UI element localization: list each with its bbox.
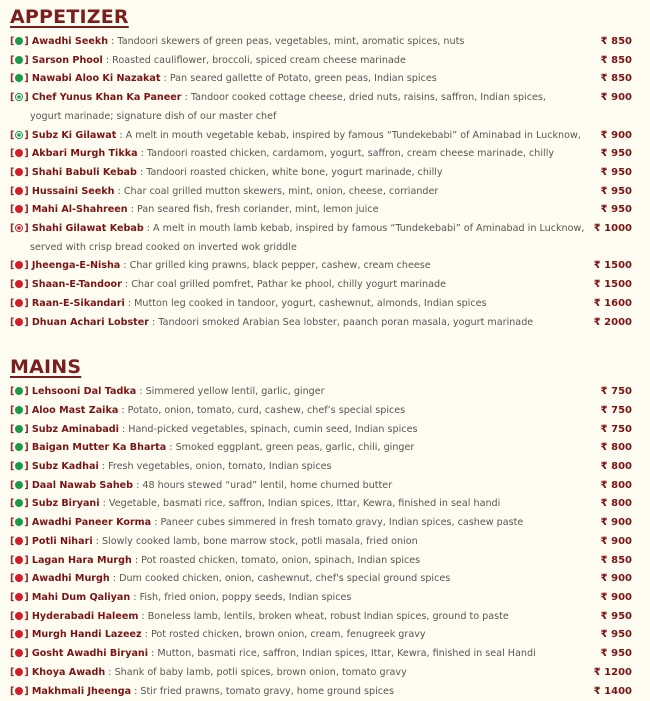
item-description: Tandoor cooked cottage cheese, dried nuts, raisins, saffron, Indian spices, xyxy=(191,92,546,103)
menu-item xyxy=(10,52,650,71)
separator: : xyxy=(149,317,158,328)
item-name: Aloo Mast Zaika xyxy=(32,405,118,416)
item-description: Hand-picked vegetables, spinach, cumin seed, Indian spices xyxy=(128,424,417,435)
diet-marker: [ ] xyxy=(10,573,29,584)
menu-item xyxy=(10,220,650,257)
separator: : xyxy=(118,405,127,416)
item-description: A melt in mouth lamb kebab, inspired by famous “Tundekebabi” of Aminabad in Lucknow, xyxy=(153,223,584,234)
non-veg-dot-icon xyxy=(15,612,23,620)
veg-dot-icon xyxy=(15,387,23,395)
menu-item xyxy=(10,421,650,440)
item-price: ₹ 1500 xyxy=(594,257,632,276)
diet-marker: [ ] xyxy=(10,317,29,328)
item-name: Shaan-E-Tandoor xyxy=(32,279,122,290)
separator: : xyxy=(125,298,134,309)
menu-item xyxy=(10,477,650,496)
item-name: Akbari Murgh Tikka xyxy=(32,148,138,159)
separator: : xyxy=(160,73,169,84)
item-price: ₹ 1000 xyxy=(594,220,632,239)
item-description: Pot roasted chicken, tomato, onion, spinach, Indian spices xyxy=(141,555,420,566)
item-price: ₹ 800 xyxy=(601,439,632,458)
item-price: ₹ 1600 xyxy=(594,295,632,314)
item-name: Awadhi Paneer Korma xyxy=(32,517,151,528)
non-veg-dot-icon xyxy=(15,299,23,307)
non-veg-dot-icon xyxy=(15,187,23,195)
item-price: ₹ 900 xyxy=(601,570,632,589)
item-description: Char coal grilled pomfret, Pathar ke phool, chilly yogurt marinade xyxy=(131,279,446,290)
separator: : xyxy=(137,167,146,178)
item-name: Lehsooni Dal Tadka xyxy=(32,386,136,397)
item-price: ₹ 900 xyxy=(601,514,632,533)
veg-signature-dot-icon xyxy=(15,93,23,101)
item-description: Tandoori smoked Arabian Sea lobster, paanch poran masala, yogurt marinade xyxy=(158,317,533,328)
menu-item xyxy=(10,402,650,421)
diet-marker: [ ] xyxy=(10,204,29,215)
item-name: Dhuan Achari Lobster xyxy=(32,317,149,328)
veg-dot-icon xyxy=(15,37,23,45)
item-description: Vegetable, basmati rice, saffron, Indian spices, Ittar, Kewra, finished in seal handi xyxy=(109,498,500,509)
non-veg-dot-icon xyxy=(15,205,23,213)
item-description: 48 hours stewed “urad” lentil, home churned butter xyxy=(142,480,392,491)
menu-item xyxy=(10,314,650,333)
item-name: Potli Nihari xyxy=(32,536,93,547)
item-price: ₹ 800 xyxy=(601,477,632,496)
item-price: ₹ 900 xyxy=(601,533,632,552)
item-price: ₹ 950 xyxy=(601,608,632,627)
item-price: ₹ 950 xyxy=(601,183,632,202)
item-name: Nawabi Aloo Ki Nazakat xyxy=(32,73,161,84)
menu-item xyxy=(10,458,650,477)
item-name: Mahi Dum Qaliyan xyxy=(32,592,130,603)
menu-item xyxy=(10,127,650,146)
separator: : xyxy=(116,130,125,141)
item-price: ₹ 800 xyxy=(601,495,632,514)
diet-marker: [ ] xyxy=(10,555,29,566)
item-price: ₹ 950 xyxy=(601,626,632,645)
separator: : xyxy=(105,667,114,678)
menu-item xyxy=(10,552,650,571)
diet-marker: [ ] xyxy=(10,386,29,397)
menu-item xyxy=(10,626,650,645)
item-price: ₹ 750 xyxy=(601,383,632,402)
menu-item xyxy=(10,589,650,608)
non-veg-dot-icon xyxy=(15,537,23,545)
diet-marker: [ ] xyxy=(10,92,29,103)
non-veg-signature-dot-icon xyxy=(15,224,23,232)
separator: : xyxy=(119,424,128,435)
separator: : xyxy=(108,36,117,47)
item-name: Raan-E-Sikandari xyxy=(32,298,125,309)
item-name: Hussaini Seekh xyxy=(32,186,115,197)
item-name: Shahi Babuli Kebab xyxy=(32,167,137,178)
item-description: Simmered yellow lentil, garlic, ginger xyxy=(146,386,325,397)
menu-item xyxy=(10,439,650,458)
separator: : xyxy=(166,442,175,453)
menu-item xyxy=(10,514,650,533)
item-price: ₹ 950 xyxy=(601,145,632,164)
separator: : xyxy=(148,648,157,659)
item-description: Tandoori roasted chicken, cardamom, yogurt, saffron, cream cheese marinade, chilly xyxy=(147,148,554,159)
non-veg-dot-icon xyxy=(15,630,23,638)
item-name: Subz Ki Gilawat xyxy=(32,130,116,141)
item-price: ₹ 750 xyxy=(601,421,632,440)
diet-marker: [ ] xyxy=(10,536,29,547)
menu-item xyxy=(10,295,650,314)
item-description-continued: yogurt marinade; signature dish of our master chef xyxy=(10,108,590,127)
item-name: Khoya Awadh xyxy=(32,667,105,678)
separator: : xyxy=(130,592,139,603)
diet-marker: [ ] xyxy=(10,611,29,622)
diet-marker: [ ] xyxy=(10,480,29,491)
section-title: APPETIZER xyxy=(10,1,650,33)
item-name: Lagan Hara Murgh xyxy=(32,555,132,566)
diet-marker: [ ] xyxy=(10,405,29,416)
diet-marker: [ ] xyxy=(10,167,29,178)
item-price: ₹ 800 xyxy=(601,458,632,477)
item-name: Subz Biryani xyxy=(32,498,100,509)
menu-item xyxy=(10,70,650,89)
diet-marker: [ ] xyxy=(10,592,29,603)
non-veg-dot-icon xyxy=(15,280,23,288)
non-veg-dot-icon xyxy=(15,556,23,564)
menu-section-appetizer xyxy=(0,1,650,332)
diet-marker: [ ] xyxy=(10,298,29,309)
non-veg-dot-icon xyxy=(15,318,23,326)
item-description: Stir fried prawns, tomato gravy, home ground spices xyxy=(140,686,394,697)
item-description: Mutton leg cooked in tandoor, yogurt, cashewnut, almonds, Indian spices xyxy=(134,298,486,309)
non-veg-dot-icon xyxy=(15,649,23,657)
diet-marker: [ ] xyxy=(10,442,29,453)
item-description: Tandoori roasted chicken, white bone, yogurt marinade, chilly xyxy=(146,167,442,178)
separator: : xyxy=(138,611,147,622)
separator: : xyxy=(144,223,153,234)
diet-marker: [ ] xyxy=(10,279,29,290)
item-price: ₹ 900 xyxy=(601,89,632,108)
menu-item xyxy=(10,257,650,276)
item-description: Dum cooked chicken, onion, cashewnut, chef's special ground spices xyxy=(119,573,450,584)
veg-dot-icon xyxy=(15,56,23,64)
menu-item xyxy=(10,383,650,402)
separator: : xyxy=(142,629,151,640)
veg-signature-dot-icon xyxy=(15,131,23,139)
diet-marker: [ ] xyxy=(10,36,29,47)
item-description: A melt in mouth vegetable kebab, inspired by famous “Tundekebabi” of Aminabad in Lucknow, xyxy=(126,130,581,141)
separator: : xyxy=(132,555,141,566)
item-price: ₹ 850 xyxy=(601,52,632,71)
item-name: Subz Kadhai xyxy=(32,461,99,472)
separator: : xyxy=(99,461,108,472)
item-price: ₹ 900 xyxy=(601,127,632,146)
diet-marker: [ ] xyxy=(10,223,29,234)
menu-item xyxy=(10,164,650,183)
item-name: Hyderabadi Haleem xyxy=(32,611,139,622)
item-name: Chef Yunus Khan Ka Paneer xyxy=(32,92,182,103)
menu-item xyxy=(10,33,650,52)
diet-marker: [ ] xyxy=(10,629,29,640)
item-description: Roasted cauliflower, broccoli, spiced cream cheese marinade xyxy=(112,55,406,66)
item-price: ₹ 850 xyxy=(601,70,632,89)
menu-item xyxy=(10,201,650,220)
item-description: Tandoori skewers of green peas, vegetables, mint, aromatic spices, nuts xyxy=(117,36,464,47)
separator: : xyxy=(182,92,191,103)
item-price: ₹ 850 xyxy=(601,552,632,571)
item-price: ₹ 1200 xyxy=(594,664,632,683)
diet-marker: [ ] xyxy=(10,186,29,197)
diet-marker: [ ] xyxy=(10,686,29,697)
diet-marker: [ ] xyxy=(10,517,29,528)
veg-dot-icon xyxy=(15,74,23,82)
menu-item xyxy=(10,664,650,683)
diet-marker: [ ] xyxy=(10,55,29,66)
item-name: Baigan Mutter Ka Bharta xyxy=(32,442,166,453)
veg-dot-icon xyxy=(15,481,23,489)
item-description-continued: served with crisp bread cooked on inverted wok griddle xyxy=(10,239,590,258)
item-description: Char grilled king prawns, black pepper, cashew, cream cheese xyxy=(130,260,431,271)
menu-item xyxy=(10,683,650,701)
item-name: Awadhi Murgh xyxy=(32,573,110,584)
veg-dot-icon xyxy=(15,518,23,526)
diet-marker: [ ] xyxy=(10,461,29,472)
item-description: Potato, onion, tomato, curd, cashew, chef’s special spices xyxy=(128,405,406,416)
separator: : xyxy=(151,517,160,528)
separator: : xyxy=(114,186,123,197)
non-veg-dot-icon xyxy=(15,593,23,601)
item-name: Awadhi Seekh xyxy=(32,36,108,47)
menu-item xyxy=(10,533,650,552)
non-veg-dot-icon xyxy=(15,574,23,582)
item-name: Shahi Gilawat Kebab xyxy=(32,223,144,234)
item-description: Char coal grilled mutton skewers, mint, onion, cheese, corriander xyxy=(124,186,439,197)
separator: : xyxy=(103,55,112,66)
item-name: Gosht Awadhi Biryani xyxy=(32,648,148,659)
item-description: Boneless lamb, lentils, broken wheat, robust Indian spices, ground to paste xyxy=(148,611,509,622)
item-description: Paneer cubes simmered in fresh tomato gravy, Indian spices, cashew paste xyxy=(161,517,524,528)
veg-dot-icon xyxy=(15,425,23,433)
menu-item xyxy=(10,276,650,295)
item-name: Sarson Phool xyxy=(32,55,103,66)
diet-marker: [ ] xyxy=(10,667,29,678)
separator: : xyxy=(128,204,137,215)
diet-marker: [ ] xyxy=(10,130,29,141)
diet-marker: [ ] xyxy=(10,424,29,435)
item-name: Subz Aminabadi xyxy=(32,424,119,435)
veg-dot-icon xyxy=(15,462,23,470)
menu-item xyxy=(10,495,650,514)
section-title: MAINS xyxy=(10,351,650,383)
item-price: ₹ 750 xyxy=(601,402,632,421)
item-description: Pan seared gallette of Potato, green peas, Indian spices xyxy=(170,73,437,84)
diet-marker: [ ] xyxy=(10,148,29,159)
item-description: Shank of baby lamb, potli spices, brown onion, tomato gravy xyxy=(115,667,407,678)
menu-item xyxy=(10,183,650,202)
non-veg-dot-icon xyxy=(15,168,23,176)
item-price: ₹ 900 xyxy=(601,589,632,608)
menu-item xyxy=(10,645,650,664)
menu-item xyxy=(10,145,650,164)
veg-dot-icon xyxy=(15,406,23,414)
separator: : xyxy=(100,498,109,509)
diet-marker: [ ] xyxy=(10,498,29,509)
non-veg-dot-icon xyxy=(15,687,23,695)
separator: : xyxy=(110,573,119,584)
item-price: ₹ 1500 xyxy=(594,276,632,295)
item-price: ₹ 2000 xyxy=(594,314,632,333)
item-description: Fresh vegetables, onion, tomato, Indian spices xyxy=(108,461,331,472)
item-price: ₹ 850 xyxy=(601,33,632,52)
item-description: Fish, fried onion, poppy seeds, Indian spices xyxy=(140,592,352,603)
item-price: ₹ 950 xyxy=(601,201,632,220)
item-description: Pan seared fish, fresh coriander, mint, lemon juice xyxy=(137,204,378,215)
item-description: Mutton, basmati rice, saffron, Indian spices, Ittar, Kewra, finished in seal Handi xyxy=(157,648,535,659)
item-description: Slowly cooked lamb, bone marrow stock, potli masala, fried onion xyxy=(102,536,418,547)
item-name: Mahi Al-Shahreen xyxy=(32,204,128,215)
item-name: Murgh Handi Lazeez xyxy=(32,629,142,640)
diet-marker: [ ] xyxy=(10,260,29,271)
non-veg-dot-icon xyxy=(15,149,23,157)
item-price: ₹ 950 xyxy=(601,645,632,664)
menu-item xyxy=(10,89,650,126)
item-description: Smoked eggplant, green peas, garlic, chili, ginger xyxy=(176,442,415,453)
separator: : xyxy=(138,148,147,159)
menu xyxy=(0,1,650,701)
diet-marker: [ ] xyxy=(10,73,29,84)
diet-marker: [ ] xyxy=(10,648,29,659)
veg-dot-icon xyxy=(15,499,23,507)
menu-item xyxy=(10,570,650,589)
menu-item xyxy=(10,608,650,627)
veg-dot-icon xyxy=(15,443,23,451)
item-name: Jheenga-E-Nisha xyxy=(32,260,120,271)
separator: : xyxy=(122,279,131,290)
menu-section-mains xyxy=(0,351,650,701)
item-description: Pot rosted chicken, brown onion, cream, fenugreek gravy xyxy=(151,629,426,640)
non-veg-dot-icon xyxy=(15,261,23,269)
separator: : xyxy=(131,686,140,697)
item-price: ₹ 1400 xyxy=(594,683,632,701)
separator: : xyxy=(136,386,145,397)
item-name: Makhmali Jheenga xyxy=(32,686,131,697)
item-name: Daal Nawab Saheb xyxy=(32,480,133,491)
separator: : xyxy=(133,480,142,491)
separator: : xyxy=(120,260,129,271)
item-price: ₹ 950 xyxy=(601,164,632,183)
non-veg-dot-icon xyxy=(15,668,23,676)
separator: : xyxy=(93,536,102,547)
